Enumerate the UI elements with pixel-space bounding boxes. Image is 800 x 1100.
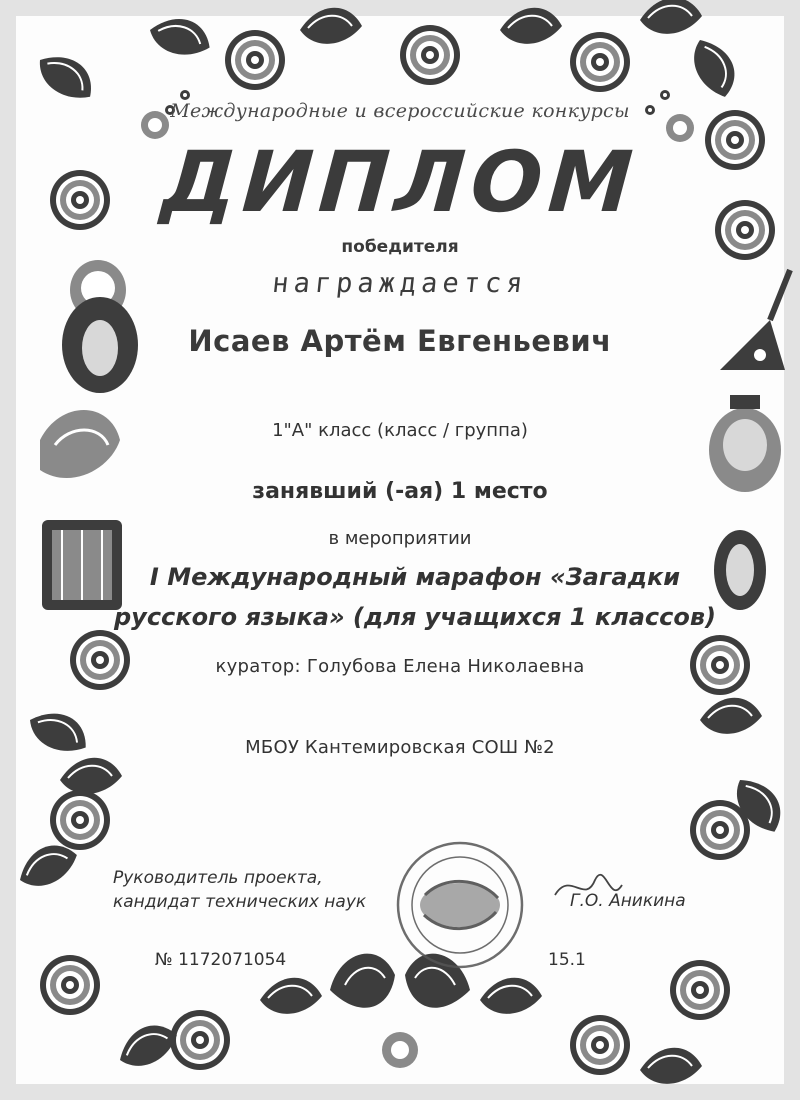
awarded-label: награждается bbox=[270, 268, 530, 299]
head-title-line-1: Руководитель проекта, bbox=[113, 868, 323, 888]
place-line: занявший (-ая) 1 место bbox=[252, 479, 548, 504]
event-label: в мероприятии bbox=[328, 528, 472, 549]
signer-name: Г.О. Аникина bbox=[570, 891, 686, 911]
bottom-ornament bbox=[40, 954, 730, 1084]
event-title-line-1: I Международный марафон «Загадки bbox=[149, 563, 681, 591]
school-name: МБОУ Кантемировская СОШ №2 bbox=[245, 737, 555, 758]
winner-label: победителя bbox=[341, 237, 459, 257]
event-title-line-2: русского языка» (для учащихся 1 классов) bbox=[114, 603, 716, 631]
seal-stamp bbox=[398, 843, 522, 967]
head-title-line-2: кандидат технических наук bbox=[113, 892, 367, 912]
class-line: 1"А" класс (класс / группа) bbox=[272, 420, 528, 441]
curator-line: куратор: Голубова Елена Николаевна bbox=[215, 656, 585, 677]
diploma-number: № 1172071054 bbox=[155, 950, 287, 970]
recipient-name: Исаев Артём Евгеньевич bbox=[188, 324, 612, 358]
diploma-title: ДИПЛОМ bbox=[158, 133, 642, 231]
diploma-date: 15.1 bbox=[548, 950, 586, 970]
diploma-subtitle: Международные и всероссийские конкурсы bbox=[170, 100, 630, 122]
